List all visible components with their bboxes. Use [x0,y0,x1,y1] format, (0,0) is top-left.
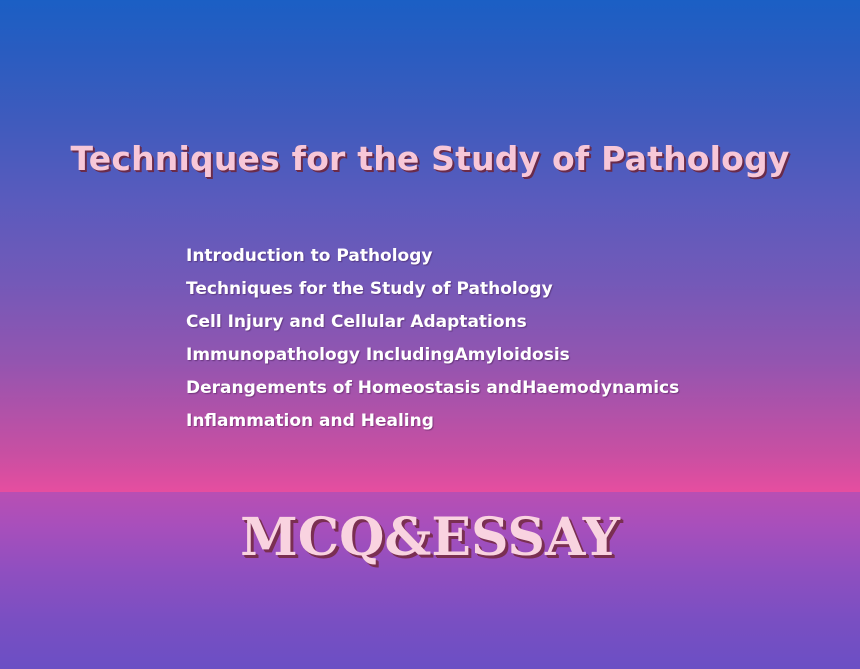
page-title: Techniques for the Study of Pathology [70,139,790,178]
list-item: Cell Injury and Cellular Adaptations [186,312,527,332]
list-item: Immunopathology IncludingAmyloidosis [186,345,570,365]
footer-heading: MCQ&ESSAY [240,507,620,568]
list-item: Techniques for the Study of Pathology [186,279,553,299]
topic-list [186,240,806,438]
list-item: Inflammation and Healing [186,411,434,431]
list-item: Derangements of Homeostasis andHaemodynamics [186,378,680,398]
list-item: Introduction to Pathology [186,246,433,266]
